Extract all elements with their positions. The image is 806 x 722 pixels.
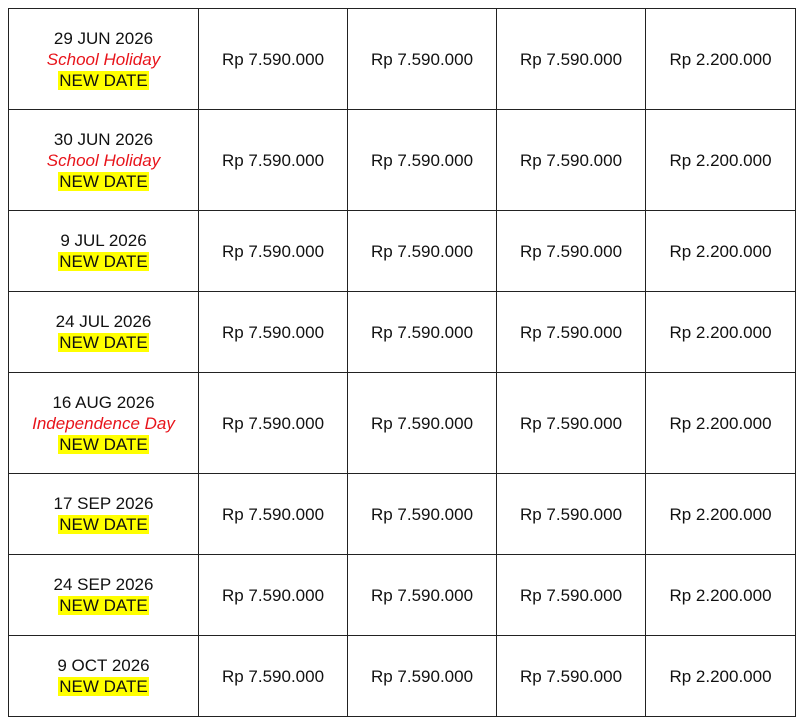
table-row (9, 474, 796, 555)
table-row (9, 292, 796, 373)
price-value: Rp 7.590.000 (370, 241, 474, 261)
departure-date: 29 JUN 2026 (53, 28, 154, 48)
new-date-badge-wrapper (9, 251, 198, 272)
price-value: Rp 7.590.000 (221, 666, 325, 686)
departure-date: 17 SEP 2026 (53, 494, 154, 513)
holiday-note: Independence Day (32, 413, 175, 433)
table-row (9, 110, 796, 211)
new-date-badge-wrapper (9, 676, 198, 697)
price-value: Rp 7.590.000 (519, 241, 623, 261)
price-value: Rp 7.590.000 (370, 666, 474, 686)
price-cell (646, 9, 796, 110)
new-date-badge: NEW DATE (59, 70, 148, 90)
price-value: Rp 7.590.000 (519, 585, 623, 605)
new-date-badge: NEW DATE (59, 252, 148, 271)
new-date-badge: NEW DATE (59, 677, 148, 696)
price-value: Rp 7.590.000 (221, 150, 325, 170)
price-value: Rp 2.200.000 (669, 150, 772, 170)
price-cell (348, 373, 497, 474)
price-value: Rp 7.590.000 (370, 322, 474, 342)
price-value: Rp 7.590.000 (221, 504, 325, 524)
new-date-badge: NEW DATE (59, 171, 148, 191)
price-cell (497, 636, 646, 717)
departure-date: 9 JUL 2026 (60, 231, 147, 250)
price-cell (646, 474, 796, 555)
price-cell (348, 292, 497, 373)
price-cell (348, 474, 497, 555)
new-date-badge-wrapper (9, 514, 198, 535)
price-cell (646, 211, 796, 292)
table-row (9, 555, 796, 636)
departure-date: 24 JUL 2026 (55, 312, 152, 331)
price-cell (497, 292, 646, 373)
price-cell (199, 9, 348, 110)
price-cell (497, 474, 646, 555)
departure-date-cell (9, 636, 199, 717)
price-cell (497, 373, 646, 474)
price-cell (497, 211, 646, 292)
price-value: Rp 2.200.000 (669, 413, 772, 433)
new-date-badge-wrapper (9, 70, 198, 91)
price-cell (199, 292, 348, 373)
price-cell (646, 110, 796, 211)
price-value: Rp 2.200.000 (669, 322, 772, 342)
table-row (9, 211, 796, 292)
table-row (9, 373, 796, 474)
price-cell (199, 636, 348, 717)
price-cell (199, 474, 348, 555)
departure-date-cell (9, 110, 199, 211)
price-value: Rp 7.590.000 (370, 49, 474, 69)
price-cell (646, 292, 796, 373)
new-date-badge: NEW DATE (59, 596, 148, 615)
price-value: Rp 7.590.000 (519, 504, 623, 524)
new-date-badge: NEW DATE (59, 434, 148, 454)
price-value: Rp 7.590.000 (221, 585, 325, 605)
price-cell (646, 373, 796, 474)
departure-date: 9 OCT 2026 (57, 656, 150, 675)
price-value: Rp 7.590.000 (519, 666, 623, 686)
holiday-note: School Holiday (46, 49, 161, 69)
price-cell (497, 555, 646, 636)
price-cell (646, 555, 796, 636)
price-cell (497, 110, 646, 211)
new-date-badge: NEW DATE (59, 515, 148, 534)
price-value: Rp 2.200.000 (669, 666, 772, 686)
price-cell (348, 555, 497, 636)
departure-date: 16 AUG 2026 (52, 392, 155, 412)
departure-date: 30 JUN 2026 (53, 129, 154, 149)
price-value: Rp 7.590.000 (370, 504, 474, 524)
price-value: Rp 7.590.000 (221, 241, 325, 261)
new-date-badge-wrapper (9, 332, 198, 353)
price-cell (199, 211, 348, 292)
price-value: Rp 7.590.000 (370, 585, 474, 605)
new-date-badge-wrapper (9, 595, 198, 616)
departure-date-cell (9, 474, 199, 555)
new-date-badge: NEW DATE (59, 333, 148, 352)
price-cell (348, 211, 497, 292)
price-cell (497, 9, 646, 110)
table-body (9, 9, 796, 717)
price-value: Rp 7.590.000 (221, 322, 325, 342)
price-cell (348, 636, 497, 717)
price-cell (199, 110, 348, 211)
price-value: Rp 7.590.000 (221, 413, 325, 433)
new-date-badge-wrapper (9, 171, 198, 192)
departure-price-table (8, 8, 796, 717)
price-cell (199, 555, 348, 636)
price-cell (348, 110, 497, 211)
departure-date: 24 SEP 2026 (53, 575, 154, 594)
price-cell (199, 373, 348, 474)
departure-date-cell (9, 292, 199, 373)
table-row (9, 636, 796, 717)
price-value: Rp 7.590.000 (370, 413, 474, 433)
departure-date-cell (9, 373, 199, 474)
departure-date-cell (9, 555, 199, 636)
price-value: Rp 2.200.000 (669, 504, 772, 524)
price-value: Rp 7.590.000 (370, 150, 474, 170)
price-value: Rp 7.590.000 (519, 322, 623, 342)
price-value: Rp 2.200.000 (669, 585, 772, 605)
price-value: Rp 2.200.000 (669, 49, 772, 69)
price-value: Rp 7.590.000 (221, 49, 325, 69)
departure-date-cell (9, 211, 199, 292)
price-cell (646, 636, 796, 717)
price-cell (348, 9, 497, 110)
table-row (9, 9, 796, 110)
new-date-badge-wrapper (9, 434, 198, 455)
departure-date-cell (9, 9, 199, 110)
price-value: Rp 2.200.000 (669, 241, 772, 261)
price-value: Rp 7.590.000 (519, 150, 623, 170)
holiday-note: School Holiday (46, 150, 161, 170)
price-value: Rp 7.590.000 (519, 49, 623, 69)
price-value: Rp 7.590.000 (519, 413, 623, 433)
